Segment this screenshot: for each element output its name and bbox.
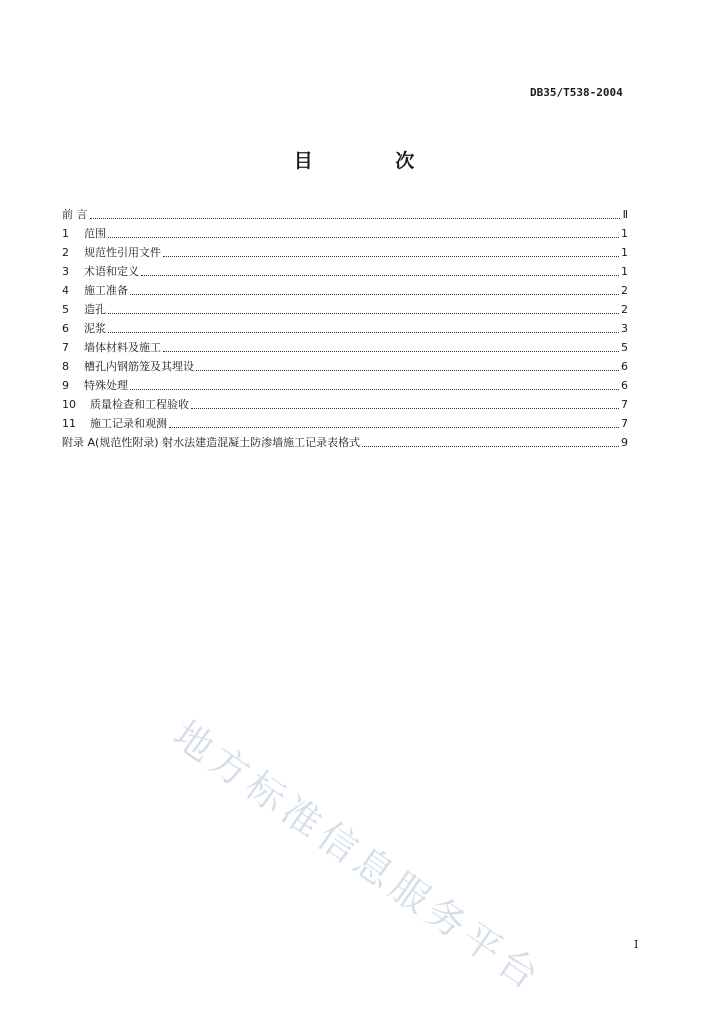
page-number: I — [634, 938, 639, 951]
toc-entry[interactable] — [62, 241, 628, 260]
toc-entry-number: 3 — [62, 265, 69, 278]
toc-entry[interactable] — [62, 203, 628, 222]
toc-entry[interactable] — [62, 279, 628, 298]
toc-entry-page: 1 — [621, 265, 628, 278]
table-of-contents — [62, 203, 628, 450]
toc-entry-label: 施工准备 — [84, 284, 128, 297]
document-title: 目 次 — [293, 150, 453, 172]
toc-leader — [163, 351, 619, 352]
toc-entry-number: 8 — [62, 360, 69, 373]
toc-entry-label: 质量检查和工程验收 — [90, 398, 189, 411]
toc-entry[interactable] — [62, 317, 628, 336]
toc-entry-number: 10 — [62, 398, 76, 411]
toc-entry-label: 槽孔内钢筋笼及其埋设 — [84, 360, 194, 373]
toc-entry[interactable] — [62, 336, 628, 355]
toc-entry[interactable] — [62, 222, 628, 241]
toc-entry[interactable] — [62, 431, 628, 450]
toc-entry-label: 特殊处理 — [84, 379, 128, 392]
toc-entry-number: 4 — [62, 284, 69, 297]
toc-entry[interactable] — [62, 374, 628, 393]
toc-entry-label: 墙体材料及施工 — [84, 341, 161, 354]
toc-entry-label: 施工记录和观测 — [90, 417, 167, 430]
toc-entry[interactable] — [62, 260, 628, 279]
toc-entry-label: 泥浆 — [84, 322, 106, 335]
toc-entry-number: 2 — [62, 246, 69, 259]
toc-leader — [90, 218, 621, 219]
toc-entry-page: 7 — [621, 417, 628, 430]
watermark: 地方标准信息服务平台 — [165, 712, 552, 1001]
toc-entry-label: 术语和定义 — [84, 265, 139, 278]
toc-entry-number: 11 — [62, 417, 76, 430]
toc-leader — [141, 275, 619, 276]
toc-entry-page: 2 — [621, 303, 628, 316]
toc-entry-number: 9 — [62, 379, 69, 392]
toc-entry-page: 5 — [621, 341, 628, 354]
toc-entry-label: 规范性引用文件 — [84, 246, 161, 259]
toc-entry[interactable] — [62, 412, 628, 431]
toc-entry-page: 1 — [621, 227, 628, 240]
toc-entry-page: 6 — [621, 360, 628, 373]
toc-entry-number: 7 — [62, 341, 69, 354]
toc-entry-label: 前 言 — [62, 208, 88, 221]
toc-entry-label: 造孔 — [84, 303, 106, 316]
toc-entry-page: 7 — [621, 398, 628, 411]
toc-entry-number: 1 — [62, 227, 69, 240]
toc-entry-number: 6 — [62, 322, 69, 335]
toc-leader — [169, 427, 619, 428]
toc-leader — [196, 370, 619, 371]
document-header-code: DB35/T538-2004 — [530, 86, 623, 99]
toc-entry-page: 9 — [621, 436, 628, 449]
toc-leader — [130, 294, 619, 295]
toc-entry-page: 3 — [621, 322, 628, 335]
toc-leader — [163, 256, 619, 257]
toc-leader — [362, 446, 619, 447]
toc-entry[interactable] — [62, 355, 628, 374]
toc-entry-label: 附录 A(规范性附录) 射水法建造混凝土防渗墙施工记录表格式 — [62, 436, 361, 449]
toc-entry[interactable] — [62, 298, 628, 317]
toc-entry[interactable] — [62, 393, 628, 412]
toc-entry-page: 6 — [621, 379, 628, 392]
toc-entry-page: Ⅱ — [622, 208, 628, 221]
toc-leader — [191, 408, 619, 409]
toc-entry-page: 2 — [621, 284, 628, 297]
toc-entry-page: 1 — [621, 246, 628, 259]
toc-entry-number: 5 — [62, 303, 69, 316]
toc-leader — [130, 389, 619, 390]
toc-leader — [108, 237, 619, 238]
toc-leader — [108, 313, 619, 314]
toc-leader — [108, 332, 619, 333]
toc-entry-label: 范围 — [84, 227, 106, 240]
